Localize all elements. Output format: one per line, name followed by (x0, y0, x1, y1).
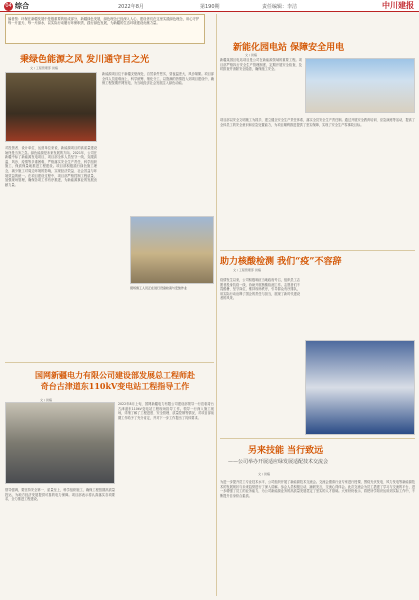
editor: 责任编辑：李洁 (262, 4, 298, 10)
article-tech-exchange-body: 为进一步提升员工专业技术水平，公司组织开展了新能源技术交流会。交流会邀请行业专家进行授课，围绕光伏发电、风力发电等新能源技术的发展现状与未来趋势进行了深入讲解。参会人员积极互动，踊跃发言，交流心得体会。此次交流会为员工搭建了学习与交流的平台，进一步增强了员工的业务能力，为公司新能源业务的高质量发展奠定了坚实的人才基础。大家纷纷表示，将把所学知识运用到实际工作中，不断提升自身综合素质。 (220, 480, 415, 498)
byline-green-energy: 文 / 工程管理部 供稿 (30, 66, 58, 70)
power-station-photo (305, 58, 415, 113)
newspaper-logo: 中川建报 (382, 0, 414, 10)
issue-number: 第190期 (200, 4, 220, 10)
byline-power-station: 文 / 供稿 (245, 53, 257, 57)
article-grid-visit-body-2: 领导强调，要坚持安全第一、质量至上，科学组织施工，确保工程按期高质量投运，为地方经济发展提供可靠的电力保障。项目部表示将认真落实各项要求，全力推进工程建设。 (5, 488, 115, 502)
article-power-station-body: 新疆某园区电站项目是公司在新能源领域的重要工程。项目部严格执行安全生产管理制度，定期开展安全检查，及时排查并消除安全隐患，确保施工安全。 (220, 58, 302, 72)
article-green-energy-body: 对投资者、设计单位、运营单位来说，新能源项目的高质量建设始终是当务之急。绿色能源是未来发展的方向。2021年，公司在新疆中标了新能源发电项目，项目部全体人员坚守一线，克服高温、风沙、疫情等多重困难，严格落实安全生产责任，科学组织施工，保质保量地推进工程建设。项目部积极践行绿色施工理念，减少施工对周边环境的影响，实现经济效益、社会效益与环境效益的统一。在项目建设过程中，项目部严格控制工程质量，加强现场管理，确保各项工作有序推进，为新能源事业的发展贡献力量。 (5, 146, 97, 187)
headline-green-energy: 秉绿色能源之风 发川通守目之光 (20, 55, 150, 65)
divider (220, 438, 415, 439)
byline-grid-visit: 文 / 供稿 (40, 398, 52, 402)
site-photo-caption: 现场施工人员正在进行设备检查与安装作业 (130, 286, 188, 290)
article-green-energy-body-2: 新能源项目位于新疆戈壁深处，自然条件恶劣，昼夜温差大，风沙频繁。项目部全体人员迎难而上，科学统筹，细化分工，以饱满的热情投入到项目建设中，确保工程按期并网发电，为当地经济社会发展注入绿色动能。 (102, 72, 214, 86)
headline-grid-visit: 国网新疆电力有限公司建设部发展总工程师赴奇台古津道东110kV变电站工程指导工作 (35, 370, 195, 391)
editor-note: 编者按：环保在新疆发展中是极重要的组成部分，新疆绿色发展，绿色理念已经深入人心，建设者们在这里实践绿色理念，用心守护每一片蓝天、每一片绿水，以实际行动履行环保职责，践行绿色发展，为新疆的生态环境建设贡献力量。 (5, 14, 205, 44)
testing-photo (305, 340, 415, 435)
page-number: 04 (5, 3, 12, 9)
article-testing-body: 疫情发生以来，公司积极响应当地政府号召，组织员工志愿者投身抗疫一线，协助开展核酸检测工作。志愿者们不畏酷暑、坚守岗位，维持现场秩序，引导群众有序排队，用实际行动诠释了国企的责任与担当，展现了新时代建设者的风采。 (220, 278, 300, 301)
headline-tech-exchange: 另来技能 当行致远 (248, 446, 324, 456)
byline-tech-exchange: 文 / 供稿 (258, 472, 270, 476)
divider (5, 362, 214, 363)
issue-date: 2022年8月 (118, 4, 144, 10)
meeting-photo (5, 72, 97, 142)
article-grid-visit-body: 2022年8月上旬，国网新疆电力有限公司建设部领导一行莅临奇台古津道东110kV变电站工程现场指导工作。领导一行深入施工现场，详细了解了工程进度、安全管理、质量控制等情况，对项目部前期工作给予了充分肯定，并对下一步工作提出了具体要求。 (118, 402, 214, 420)
section-title: 综合 (15, 2, 29, 10)
column-divider (216, 14, 217, 596)
divider (220, 250, 415, 251)
headline-power-station: 新能化园电站 保障安全用电 (233, 43, 345, 53)
subheadline-tech-exchange: ——公司举办开展适应绿发展适配技术交流会 (228, 459, 329, 465)
byline-testing: 文 / 工程管理部 供稿 (233, 268, 261, 272)
visit-photo (5, 402, 115, 484)
site-photo (130, 216, 214, 284)
headline-testing: 助力核酸检测 我们“疫”不容辞 (220, 257, 342, 267)
masthead (0, 0, 419, 12)
article-power-station-body-2: 项目部以安全文明施工为抓手，建立健全安全生产责任体系，落实全员安全生产责任制。通过开展安全教育培训、应急演练等活动，提高了全体员工的安全意识和应急处置能力，为项目顺利推进提供了坚实保障，实现了安全生产零事故目标。 (220, 118, 415, 127)
